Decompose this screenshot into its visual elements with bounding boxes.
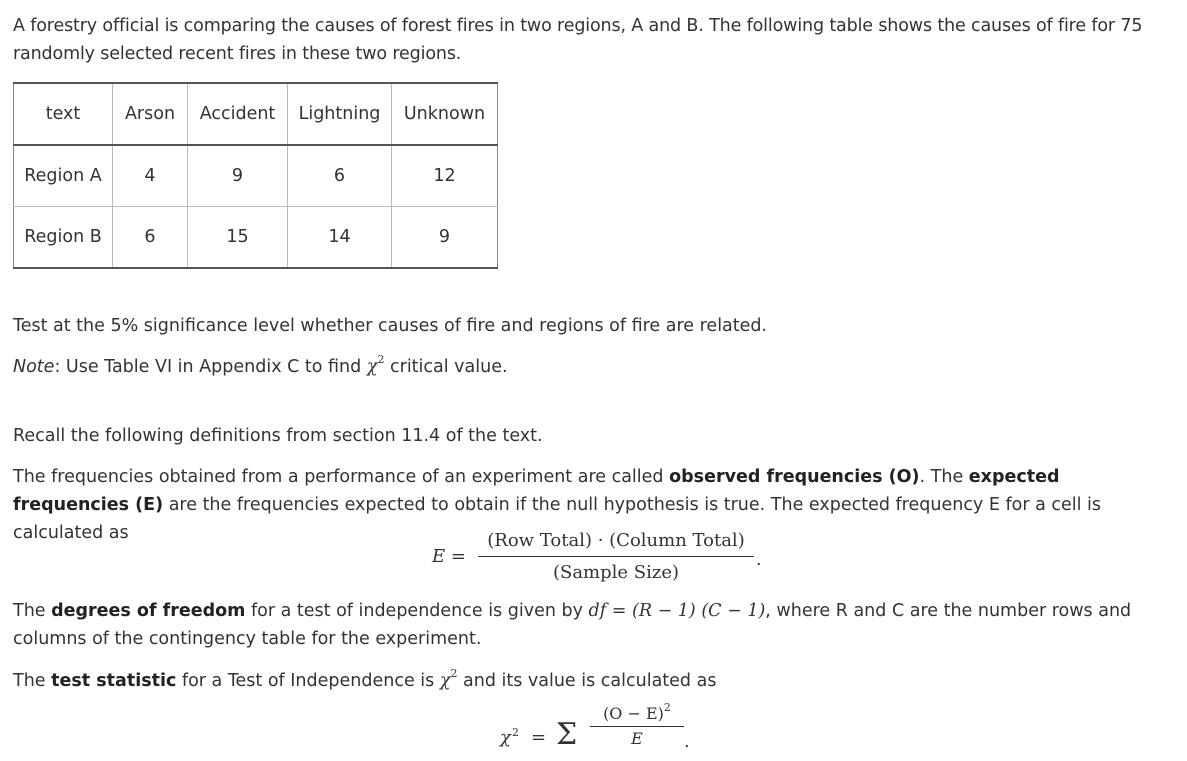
table-cell: 6 bbox=[288, 145, 392, 207]
question-text: Test at the 5% significance level whether causes of fire and regions of fire are related. bbox=[13, 316, 768, 336]
header-cell: Unknown bbox=[392, 83, 498, 145]
formula-lhs: E = bbox=[432, 546, 466, 567]
dof-post: , where R and C are the number rows and columns of the contingency table for the experiment. bbox=[13, 601, 1132, 649]
sigma-symbol: Σ bbox=[556, 717, 578, 752]
table-cell: 12 bbox=[392, 145, 498, 207]
dof-mid: for a test of independence is given by bbox=[245, 601, 589, 621]
test-stat-post: and its value is calculated as bbox=[457, 671, 717, 691]
fraction-denominator: (Sample Size) bbox=[552, 562, 680, 583]
equals-sign: = bbox=[531, 727, 547, 748]
table-cell: 4 bbox=[113, 145, 188, 207]
observed-term: observed frequencies (O) bbox=[669, 467, 920, 487]
row-label: Region B bbox=[14, 207, 113, 269]
header-cell: Lightning bbox=[288, 83, 392, 145]
dof-text bbox=[13, 597, 1178, 653]
problem-page bbox=[13, 12, 1178, 68]
fraction-bar bbox=[478, 556, 754, 557]
chi-power: 2 bbox=[377, 353, 385, 367]
intro-text: A forestry official is comparing the causes of forest fires in two regions, A and B. The following table shows the causes of fire for 75 randomly selected recent fires in these two regions. bbox=[13, 16, 1143, 64]
chi-symbol: χ bbox=[439, 671, 451, 691]
note-before: : Use Table VI in Appendix C to find bbox=[54, 357, 367, 377]
table-cell: 14 bbox=[288, 207, 392, 269]
recall-text: Recall the following definitions from section 11.4 of the text. bbox=[13, 426, 543, 446]
note-after: critical value. bbox=[384, 357, 508, 377]
observed-pre: The frequencies obtained from a performance of an experiment are called bbox=[13, 467, 670, 487]
fraction-numerator bbox=[590, 700, 684, 724]
table-cell: 6 bbox=[113, 207, 188, 269]
test-stat-pre: The bbox=[13, 671, 52, 691]
header-cell: Accident bbox=[188, 83, 288, 145]
row-label: Region A bbox=[14, 145, 113, 207]
expected-term: expected frequencies (E) bbox=[13, 467, 1060, 515]
formula-end: . bbox=[756, 550, 762, 570]
formula-end: . bbox=[684, 732, 690, 752]
table-cell: 15 bbox=[188, 207, 288, 269]
table-cell: 9 bbox=[392, 207, 498, 269]
fraction bbox=[478, 529, 754, 585]
fraction-bar bbox=[590, 726, 684, 727]
fraction-numerator: (Row Total) · (Column Total) bbox=[487, 530, 745, 551]
chi-symbol: χ bbox=[500, 727, 511, 748]
chi-numerator: (O − E) bbox=[603, 704, 664, 723]
dof-formula: df = (R − 1) (C − 1) bbox=[588, 601, 766, 621]
numerator-power: 2 bbox=[663, 700, 671, 714]
fraction-denominator: E bbox=[631, 729, 643, 748]
dof-term: degrees of freedom bbox=[51, 601, 246, 621]
expected-post: are the frequencies expected to obtain if the null hypothesis is true. The expected frequency E for a cell is calculated as bbox=[13, 495, 1102, 543]
chi-symbol: χ bbox=[366, 357, 378, 377]
observed-mid: . The bbox=[919, 467, 969, 487]
chi-power: 2 bbox=[450, 667, 458, 681]
table-header-row bbox=[14, 83, 498, 145]
table-row bbox=[14, 145, 498, 207]
test-stat-mid: for a Test of Independence is bbox=[176, 671, 440, 691]
header-cell: text bbox=[14, 83, 113, 145]
header-cell: Arson bbox=[113, 83, 188, 145]
table-cell: 9 bbox=[188, 145, 288, 207]
fire-causes-table bbox=[13, 82, 498, 269]
test-stat-term: test statistic bbox=[51, 671, 177, 691]
note-text bbox=[13, 353, 508, 381]
test-stat-text bbox=[13, 667, 716, 695]
table-row bbox=[14, 207, 498, 269]
dof-pre: The bbox=[13, 601, 52, 621]
fraction bbox=[590, 700, 684, 749]
note-label: Note bbox=[13, 357, 55, 377]
